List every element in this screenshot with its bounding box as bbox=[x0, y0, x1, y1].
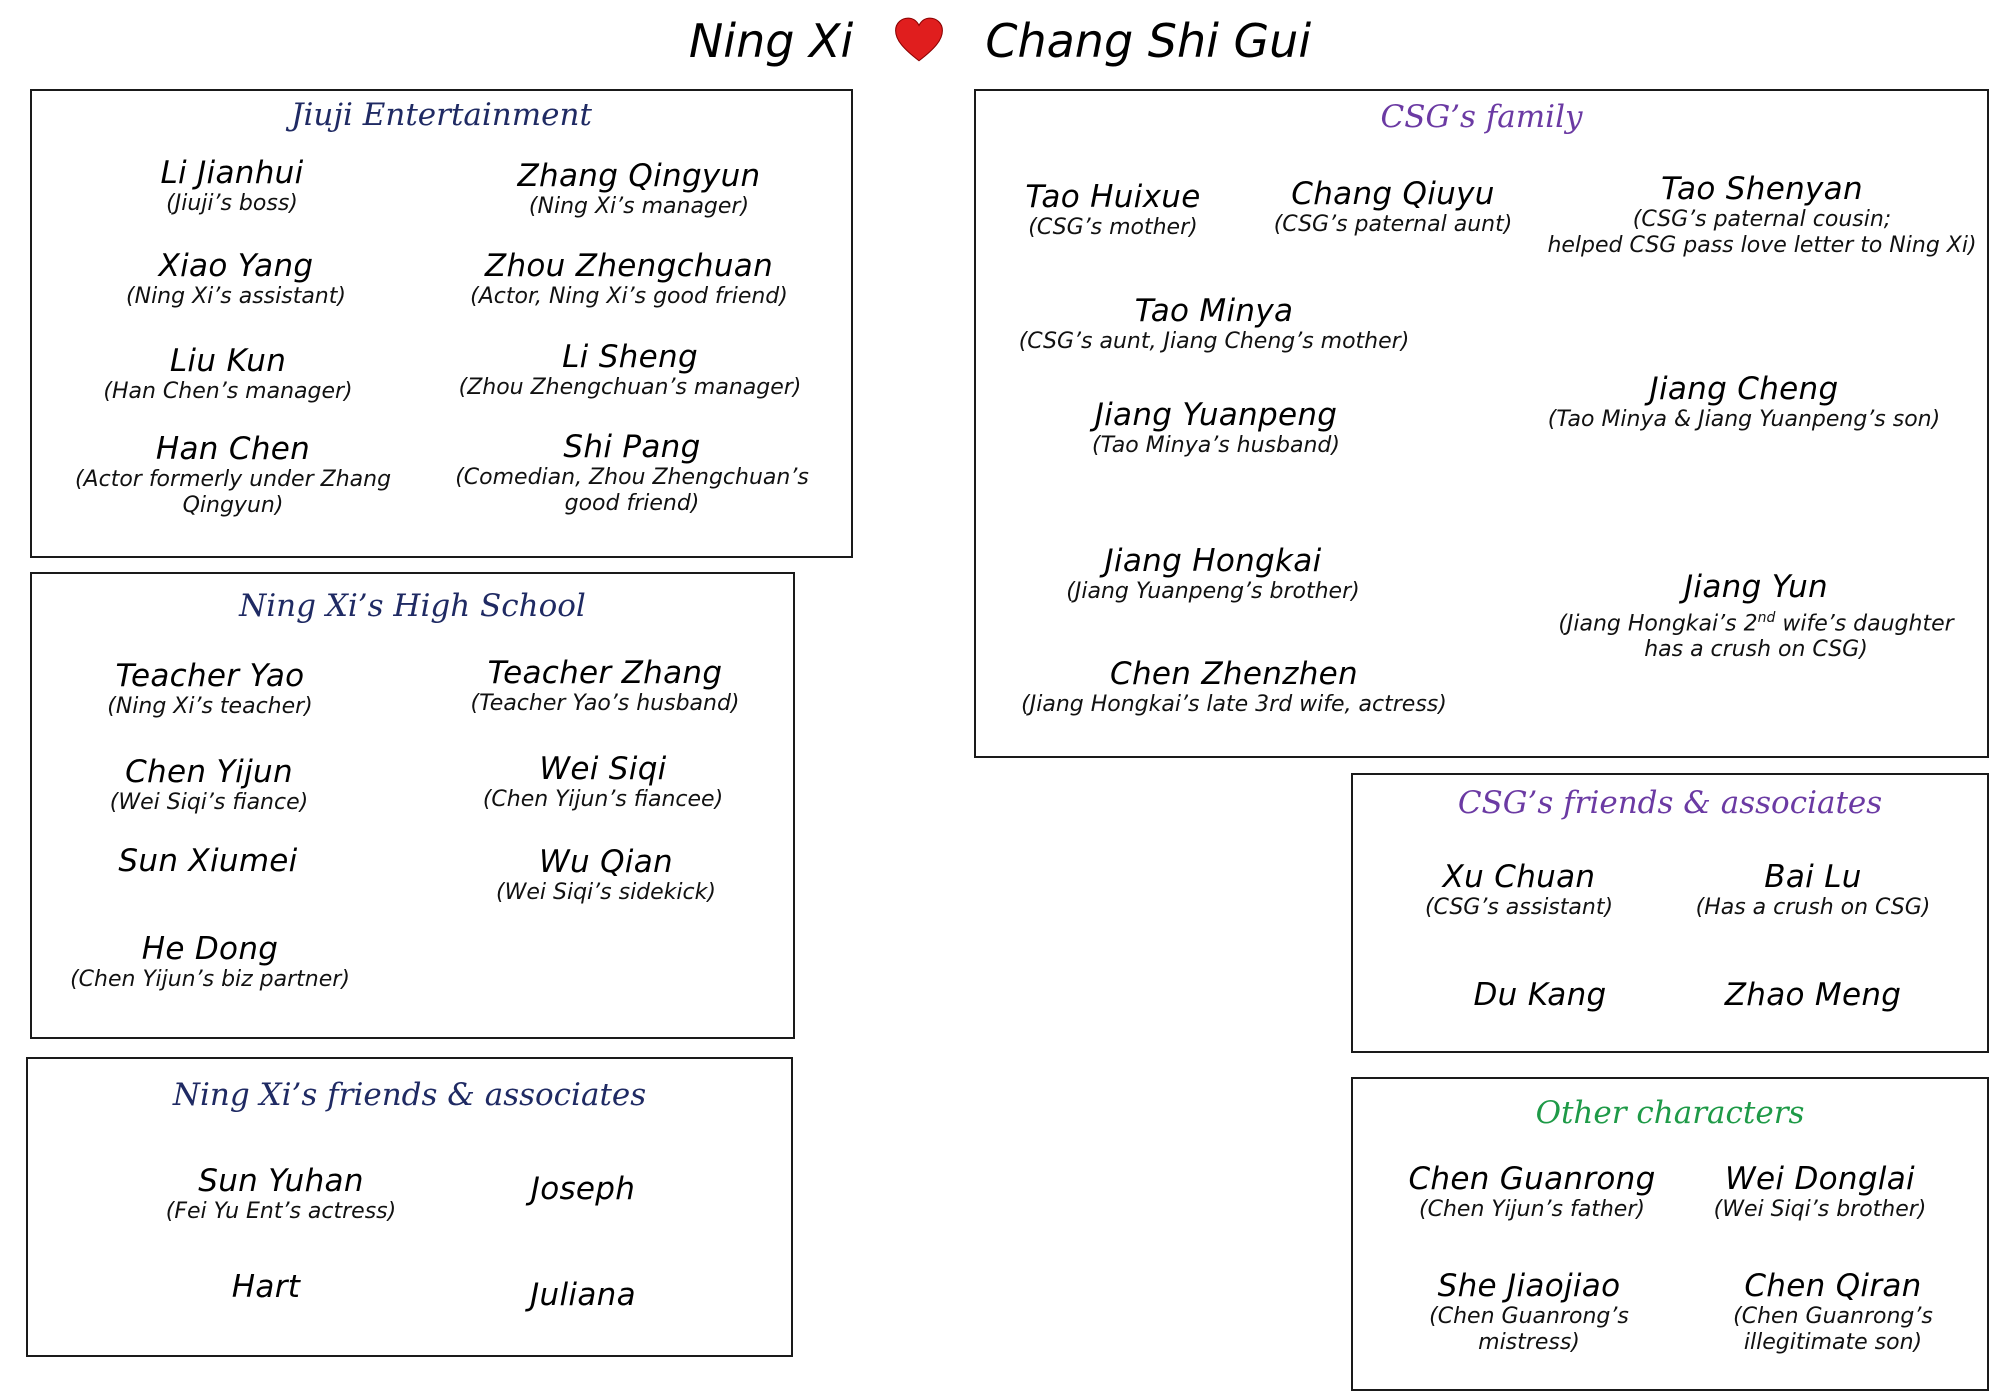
person-li-sheng bbox=[459, 339, 802, 401]
person-xiao-yang bbox=[126, 248, 346, 310]
person-name: He Dong bbox=[141, 931, 279, 967]
person-jiang-yun bbox=[1558, 569, 1953, 663]
person-he-dong bbox=[70, 931, 350, 993]
person-name: Shi Pang bbox=[563, 429, 701, 465]
csg-family-box-title: CSG’s family bbox=[1380, 99, 1583, 135]
person-name: Li Jianhui bbox=[160, 155, 304, 191]
person-teacher-yao bbox=[107, 658, 313, 720]
title-right-name: Chang Shi Gui bbox=[985, 14, 1312, 68]
person-name: Liu Kun bbox=[169, 343, 287, 379]
person-name: Xu Chuan bbox=[1442, 859, 1596, 895]
person-xu-chuan bbox=[1425, 859, 1613, 921]
person-note: (Tao Minya’s husband) bbox=[1092, 433, 1340, 458]
heart-icon bbox=[893, 15, 945, 67]
person-zhou-zhengchuan bbox=[470, 248, 788, 310]
person-wei-siqi bbox=[483, 751, 723, 813]
note-part-b: wife’s daughter bbox=[1775, 611, 1954, 637]
person-note: (Chen Guanrong’s bbox=[1429, 1304, 1629, 1329]
person-wu-qian bbox=[496, 844, 716, 906]
person-note-line2: mistress) bbox=[1478, 1330, 1580, 1355]
person-name: Jiang Yun bbox=[1683, 569, 1829, 605]
person-name: Wei Donglai bbox=[1725, 1161, 1915, 1197]
person-name: Wu Qian bbox=[539, 844, 673, 880]
note-part-a: (Jiang Hongkai’s 2 bbox=[1558, 611, 1758, 637]
person-note: (Jiang Hongkai’s late 3rd wife, actress) bbox=[1021, 692, 1447, 717]
other-characters-box-title: Other characters bbox=[1535, 1095, 1805, 1131]
person-name: Li Sheng bbox=[562, 339, 698, 375]
person-name: Teacher Yao bbox=[115, 658, 305, 694]
person-sun-yuhan bbox=[166, 1163, 396, 1225]
page-title bbox=[0, 6, 2000, 76]
person-note: (Teacher Yao’s husband) bbox=[470, 691, 740, 716]
person-name: Wei Siqi bbox=[539, 751, 667, 787]
person-teacher-zhang bbox=[470, 655, 739, 717]
note-superscript: nd bbox=[1757, 610, 1776, 626]
person-name: Chang Qiuyu bbox=[1291, 176, 1495, 212]
person-note: (Chen Guanrong’s bbox=[1733, 1304, 1933, 1329]
person-note-line2: illegitimate son) bbox=[1743, 1330, 1923, 1355]
person-name: Teacher Zhang bbox=[487, 655, 723, 691]
high-school-box bbox=[30, 572, 795, 1039]
person-name: Han Chen bbox=[155, 431, 311, 467]
person-chen-yijun bbox=[110, 754, 308, 816]
person-name: Joseph bbox=[530, 1171, 636, 1207]
person-juliana bbox=[530, 1277, 636, 1313]
person-tao-shenyan bbox=[1547, 171, 1976, 259]
person-note: (Fei Yu Ent’s actress) bbox=[165, 1199, 397, 1224]
person-name: Sun Xiumei bbox=[118, 843, 298, 879]
person-shi-pang bbox=[455, 429, 809, 517]
person-du-kang bbox=[1473, 977, 1606, 1013]
person-name: Chen Zhenzhen bbox=[1109, 656, 1359, 692]
person-name: Zhou Zhengchuan bbox=[484, 248, 774, 284]
person-tao-huixue bbox=[1025, 179, 1200, 241]
jiuji-entertainment-box bbox=[30, 89, 853, 558]
person-note-line2: helped CSG pass love letter to Ning Xi) bbox=[1547, 233, 1977, 258]
person-note-line2: has a crush on CSG) bbox=[1644, 637, 1868, 663]
person-name: Du Kang bbox=[1473, 977, 1607, 1013]
person-note: (CSG’s mother) bbox=[1028, 215, 1198, 240]
person-sun-xiumei bbox=[118, 843, 297, 879]
other-characters-box bbox=[1351, 1077, 1989, 1391]
person-name: Tao Shenyan bbox=[1661, 171, 1863, 207]
ningxi-friends-box-title: Ning Xi’s friends & associates bbox=[172, 1077, 647, 1113]
person-note bbox=[1558, 605, 1953, 637]
person-tao-minya bbox=[1019, 293, 1410, 355]
person-note: (Actor, Ning Xi’s good friend) bbox=[470, 284, 788, 309]
person-name: Zhang Qingyun bbox=[517, 158, 761, 194]
person-name: Tao Huixue bbox=[1025, 179, 1201, 215]
ningxi-friends-box bbox=[26, 1057, 793, 1357]
person-jiang-hongkai bbox=[1066, 543, 1359, 605]
person-name: Chen Yijun bbox=[125, 754, 293, 790]
person-chen-zhenzhen bbox=[1021, 656, 1447, 718]
person-zhao-meng bbox=[1725, 977, 1902, 1013]
person-name: Jiang Hongkai bbox=[1104, 543, 1322, 579]
csg-friends-box bbox=[1351, 773, 1989, 1053]
person-note: (Han Chen’s manager) bbox=[103, 379, 353, 404]
person-note-line2: good friend) bbox=[564, 491, 700, 516]
person-note: (Chen Yijun’s fiancee) bbox=[482, 787, 724, 812]
person-note: (Zhou Zhengchuan’s manager) bbox=[458, 375, 802, 400]
person-note: (Comedian, Zhou Zhengchuan’s bbox=[455, 465, 809, 490]
person-name: Bai Lu bbox=[1764, 859, 1862, 895]
person-liu-kun bbox=[103, 343, 352, 405]
person-name: Tao Minya bbox=[1134, 293, 1294, 329]
csg-family-box bbox=[974, 89, 1989, 758]
person-note: (Ning Xi’s teacher) bbox=[107, 694, 313, 719]
person-note: (Ning Xi’s manager) bbox=[528, 194, 750, 219]
person-han-chen bbox=[75, 431, 391, 519]
person-note: (Wei Siqi’s fiance) bbox=[109, 790, 309, 815]
person-hart bbox=[232, 1269, 300, 1305]
csg-friends-box-title: CSG’s friends & associates bbox=[1457, 785, 1883, 821]
person-jiang-cheng bbox=[1548, 371, 1940, 433]
person-joseph bbox=[531, 1171, 635, 1207]
person-note: (Wei Siqi’s brother) bbox=[1713, 1197, 1927, 1222]
person-note: (Has a crush on CSG) bbox=[1695, 895, 1931, 920]
person-note: (Chen Yijun’s biz partner) bbox=[70, 967, 350, 992]
person-note: (CSG’s paternal cousin; bbox=[1632, 207, 1892, 232]
person-name: Jiang Cheng bbox=[1649, 371, 1839, 407]
person-note: (Ning Xi’s assistant) bbox=[126, 284, 346, 309]
person-note-line2: Qingyun) bbox=[182, 493, 284, 518]
person-she-jiaojiao bbox=[1429, 1268, 1629, 1356]
person-note: (Tao Minya & Jiang Yuanpeng’s son) bbox=[1547, 407, 1941, 432]
person-note: (CSG’s aunt, Jiang Cheng’s mother) bbox=[1018, 329, 1410, 354]
person-name: Hart bbox=[231, 1269, 301, 1305]
person-note: (Actor formerly under Zhang bbox=[74, 467, 392, 492]
jiuji-box-title: Jiuji Entertainment bbox=[291, 97, 592, 133]
person-name: Sun Yuhan bbox=[198, 1163, 364, 1199]
person-chen-guanrong bbox=[1408, 1161, 1655, 1223]
person-name: Xiao Yang bbox=[158, 248, 314, 284]
person-note: (Jiuji’s boss) bbox=[166, 191, 298, 216]
person-chen-qiran bbox=[1733, 1268, 1933, 1356]
person-name: Chen Qiran bbox=[1744, 1268, 1922, 1304]
person-chang-qiuyu bbox=[1274, 176, 1513, 238]
person-name: Juliana bbox=[530, 1277, 636, 1313]
person-note: (CSG’s paternal aunt) bbox=[1273, 212, 1513, 237]
title-left-name: Ning Xi bbox=[688, 14, 854, 68]
person-note: (Chen Yijun’s father) bbox=[1419, 1197, 1645, 1222]
person-jiang-yuanpeng bbox=[1092, 397, 1340, 459]
person-note: (CSG’s assistant) bbox=[1424, 895, 1614, 920]
person-name: Chen Guanrong bbox=[1408, 1161, 1656, 1197]
person-li-jianhui bbox=[160, 155, 303, 217]
person-name: She Jiaojiao bbox=[1437, 1268, 1621, 1304]
person-name: Jiang Yuanpeng bbox=[1094, 397, 1338, 433]
person-name: Zhao Meng bbox=[1724, 977, 1902, 1013]
person-note: (Wei Siqi’s sidekick) bbox=[496, 880, 716, 905]
high-school-box-title: Ning Xi’s High School bbox=[239, 588, 586, 624]
person-zhang-qingyun bbox=[518, 158, 761, 220]
person-note: (Jiang Yuanpeng’s brother) bbox=[1066, 579, 1360, 604]
person-wei-donglai bbox=[1714, 1161, 1927, 1223]
person-bai-lu bbox=[1696, 859, 1931, 921]
